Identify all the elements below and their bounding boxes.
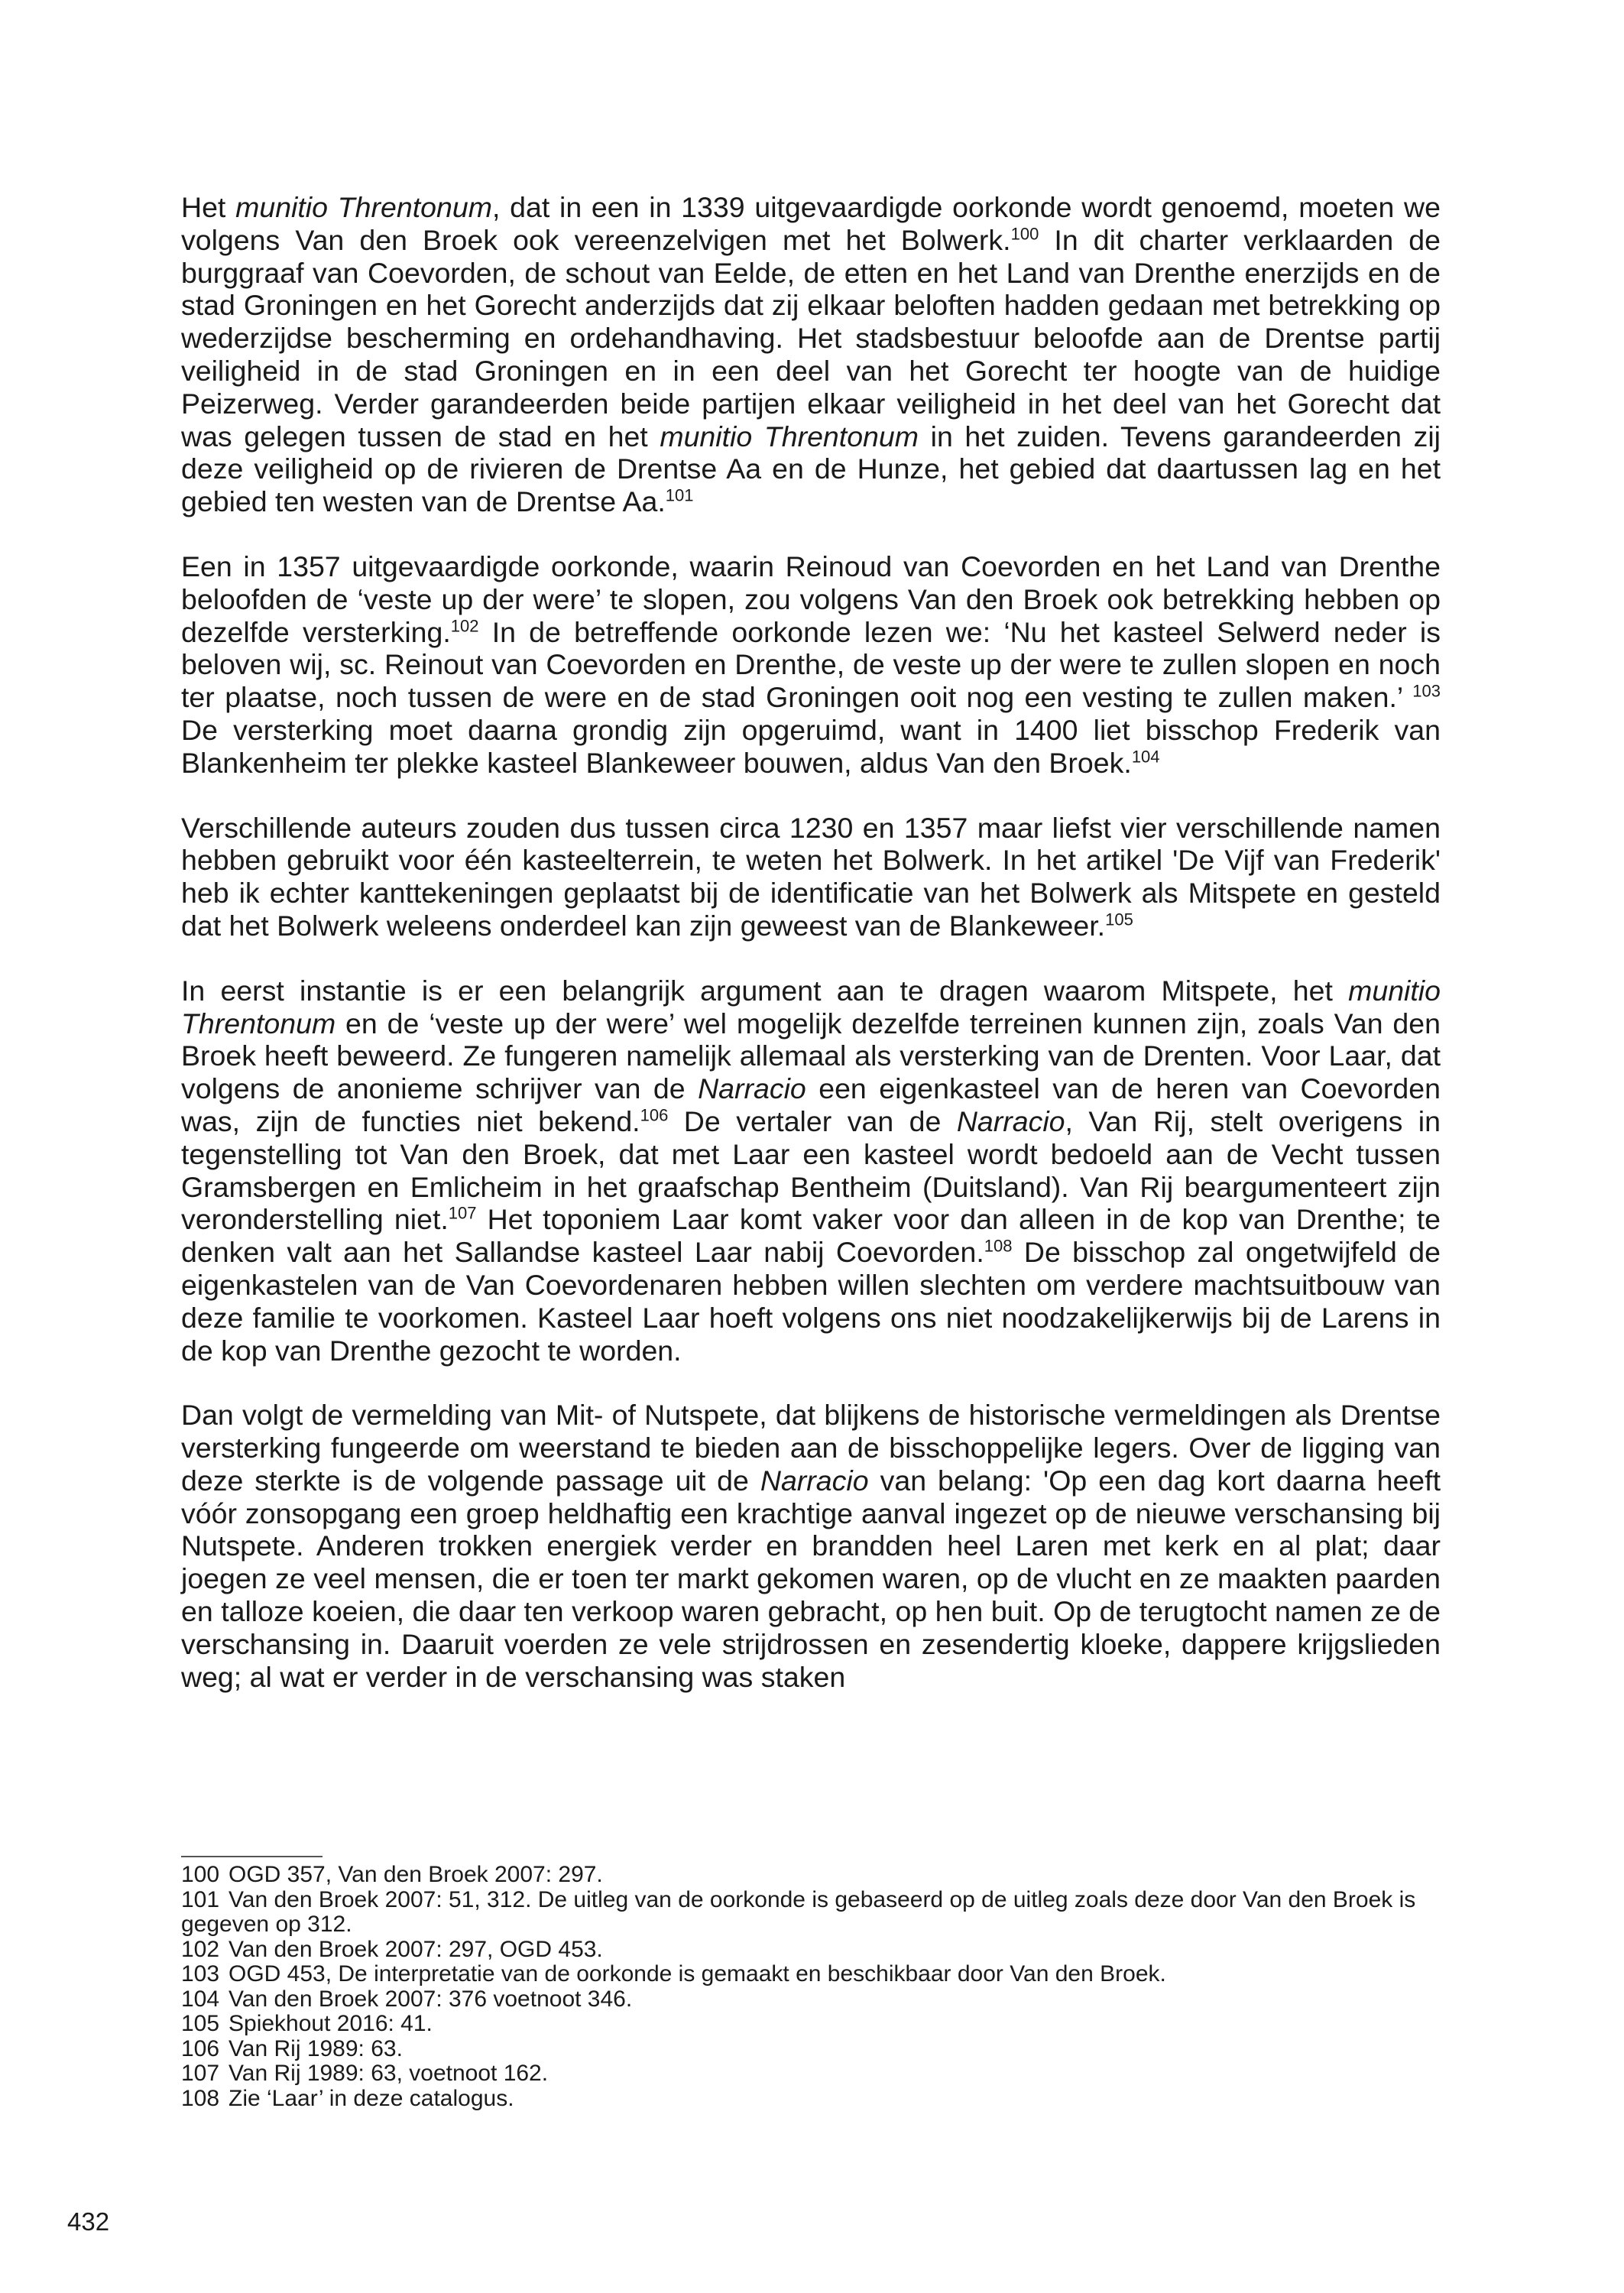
footnote-text: OGD 453, De interpretatie van de oorkonde is gemaakt en beschikbaar door Van den Broek. [229,1961,1166,1987]
italic-term: Narracio [956,1104,1065,1137]
footnote-text: Van den Broek 2007: 297, OGD 453. [229,1936,603,1962]
footnote [181,2061,1441,2087]
footnotes [181,1863,1441,2111]
footnote-reference: 103 [1412,681,1441,701]
text-run: Dan volgt de vermelding van Mit- of Nutspete, dat blijkens de historische vermeldingen als Drentse versterking fungeerde om weerstand te bieden aan de bisschoppelijke legers. Over de ligging van deze sterkte is de volgende passage uit de [181,1399,1441,1497]
text-run: In eerst instantie is er een belangrijk argument aan te dragen waarom Mitspete, het [181,974,1349,1007]
footnote-reference: 106 [640,1105,669,1125]
footnote [181,1938,1441,1963]
footnote [181,2012,1441,2037]
footnote-reference: 100 [1010,224,1039,244]
footnote-number: 103 [181,1961,220,1987]
text-run: Het [181,191,236,223]
footnote [181,2037,1441,2062]
footnote-text: OGD 357, Van den Broek 2007: 297. [229,1862,603,1887]
text-run: in het zuiden. Tevens garandeerden zij deze veiligheid op de rivieren de Drentse Aa en de Hunze, het gebied dat daartussen lag en het gebied ten westen van de Drentse Aa. [181,420,1441,518]
footnote-separator [181,1856,323,1857]
footnote-reference: 101 [665,485,694,505]
footnote-text: Zie ‘Laar’ in deze catalogus. [229,2085,514,2111]
paragraph [181,191,1441,518]
text-run: Een in 1357 uitgevaardigde oorkonde, waarin Reinoud van Coevorden en het Land van Drenthe beloofden de ‘veste up der were’ te slopen, zou volgens Van den Broek ook betrekking hebben op dezelfde versterking. [181,550,1441,648]
text-run: De bisschop zal ongetwijfeld de eigenkastelen van de Van Coevordenaren hebben willen slechten om verdere machtsuitbouw van deze familie te voorkomen. Kasteel Laar hoeft volgens ons niet noodzakelijkerwijs bij de Larens in de kop van Drenthe gezocht te worden. [181,1236,1441,1367]
footnote-reference: 105 [1105,910,1133,929]
footnote-text: Spiekhout 2016: 41. [229,2011,433,2036]
text-run: In de betreffende oorkonde lezen we: ‘Nu het kasteel Selwerd neder is beloven wij, sc. Reinout van Coevorden en Drenthe, de veste up der were te zullen slopen en noch ter plaatse, noch tussen de were en de stad Groningen ooit nog een vesting te zullen maken.’ [181,615,1441,714]
footnote-number: 106 [181,2035,220,2061]
footnote-text: Van Rij 1989: 63. [229,2035,403,2061]
paragraph [181,975,1441,1367]
footnote-number: 107 [181,2061,220,2086]
footnote-number: 100 [181,1862,220,1887]
text-run: De vertaler van de [668,1104,957,1137]
paragraph [181,812,1441,942]
italic-term: munitio Threntonum [660,420,919,452]
footnote-number: 104 [181,1986,220,2012]
text-run: , Van Rij, stelt overigens in tegenstelling tot Van den Broek, dat met Laar een kasteel wordt bedoeld aan de Vecht tussen Gramsbergen en Emlicheim in het graafschap Bentheim (Duitsland). Van Rij beargumenteert zijn veronderstelling niet. [181,1104,1441,1236]
footnote-reference: 107 [448,1203,477,1223]
footnote [181,1962,1441,1987]
text-run: een eigenkasteel van de heren van Coevorden was, zijn de functies niet bekend. [181,1072,1441,1137]
italic-term: munitio Threntonum [181,974,1441,1039]
italic-term: Narracio [760,1464,869,1497]
footnote [181,1987,1441,2012]
text-run: , dat in een in 1339 uitgevaardigde oorkonde wordt genoemd, moeten we volgens Van den Broek ook vereenzelvigen met het Bolwerk. [181,191,1441,256]
footnote [181,1888,1441,1938]
footnote-text: Van den Broek 2007: 51, 312. De uitleg van de oorkonde is gebaseerd op de uitleg zoals deze door Van den Broek is gegeven op 312. [181,1886,1416,1937]
paragraph [181,550,1441,780]
footnote-reference: 108 [984,1236,1013,1256]
footnote [181,2087,1441,2112]
page-number: 432 [67,2207,110,2236]
footnote-number: 108 [181,2085,220,2111]
text-run: Het toponiem Laar komt vaker voor dan alleen in de kop van Drenthe; te denken valt aan het Sallandse kasteel Laar nabij Coevorden. [181,1203,1441,1269]
footnote-reference: 102 [450,616,479,636]
text-run: In dit charter verklaarden de burggraaf van Coevorden, de schout van Eelde, de etten en het Land van Drenthe enerzijds en de stad Groningen en het Gorecht anderzijds dat zij elkaar beloften hadden gedaan met betrekking op wederzijdse bescherming en ordehandhaving. Het stadsbestuur beloofde aan de Drentse partij veiligheid in de stad Groningen en in een deel van het Gorecht ter hoogte van de huidige Peizerweg. Verder garandeerden beide partijen elkaar veiligheid in het deel van het Gorecht dat was gelegen tussen de stad en het [181,223,1441,452]
italic-term: Narracio [698,1072,806,1105]
text-run: Verschillende auteurs zouden dus tussen circa 1230 en 1357 maar liefst vier verschillende namen hebben gebruikt voor één kasteelterrein, te weten het Bolwerk. In het artikel 'De Vijf van Frederik' heb ik echter kanttekeningen geplaatst bij de identificatie van het Bolwerk als Mitspete en gesteld dat het Bolwerk weleens onderdeel kan zijn geweest van de Blankeweer. [181,811,1441,942]
body-text [181,191,1441,1693]
footnote-reference: 104 [1131,747,1160,767]
footnote-number: 102 [181,1936,220,1962]
paragraph [181,1399,1441,1693]
text-run: De versterking moet daarna grondig zijn opgeruimd, want in 1400 liet bisschop Frederik van Blankenheim ter plekke kasteel Blankeweer bouwen, aldus Van den Broek. [181,713,1441,779]
footnote-number: 101 [181,1886,220,1912]
italic-term: munitio Threntonum [235,191,492,223]
text-run: van belang: 'Op een dag kort daarna heeft vóór zonsopgang een groep heldhaftig een krachtige aanval ingezet op de nieuwe verschansing bij Nutspete. Anderen trokken energiek verder en brandden heel Laren met kerk en al plat; daar joegen ze veel mensen, die er toen ter markt gekomen waren, op de vlucht en ze maakten paarden en talloze koeien, die daar ten verkoop waren gebracht, op hen buit. Op de terugtocht namen ze de verschansing in. Daaruit voerden ze vele strijdrossen en zesendertig kloeke, dappere krijgslieden weg; al wat er verder in de verschansing was staken [181,1464,1441,1693]
footnote-text: Van Rij 1989: 63, voetnoot 162. [229,2061,549,2086]
text-run: en de ‘veste up der were’ wel mogelijk dezelfde terreinen kunnen zijn, zoals Van den Broek heeft beweerd. Ze fungeren namelijk allemaal als versterking van de Drenten. Voor Laar, dat volgens de anonieme schrijver van de [181,1007,1441,1105]
footnote-number: 105 [181,2011,220,2036]
footnote [181,1863,1441,1888]
footnote-text: Van den Broek 2007: 376 voetnoot 346. [229,1986,633,2012]
